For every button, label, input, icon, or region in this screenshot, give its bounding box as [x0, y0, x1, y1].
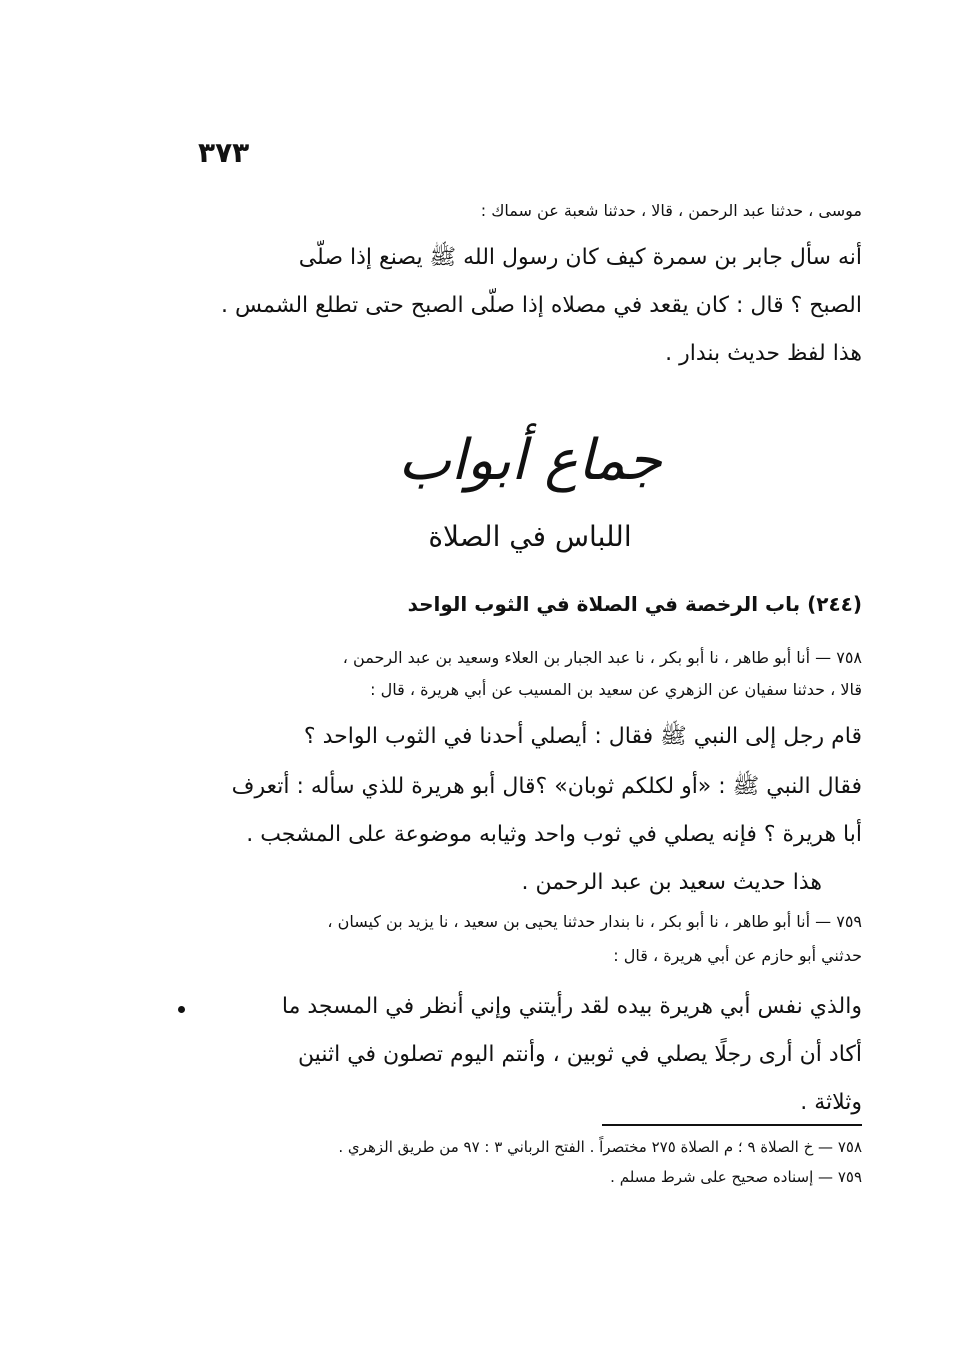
footnote: ٧٥٨ — خ الصلاة ٩ ؛ م الصلاة ٢٧٥ مختصراً . الفتح الرباني ٣ : ٩٧ من طريق الزهري . — [338, 1138, 862, 1156]
hadith-758-isnad: ٧٥٨ — أنا أبو طاهر ، نا أبو بكر ، نا عبد الجبار بن العلاء وسعيد بن عبد الرحمن ، — [342, 648, 862, 667]
page-number: ٣٧٣ — [198, 136, 250, 169]
hadith-758-isnad: قالا ، حدثنا سفيان عن الزهري عن سعيد بن المسيب عن أبي هريرة ، قال : — [370, 680, 862, 699]
intro-text-line: الصبح ؟ قال : كان يقعد في مصلاه إذا صلّى الصبح حتى تطلع الشمس . — [220, 293, 862, 318]
marker-dot — [178, 1006, 185, 1013]
section-subheading: اللباس في الصلاة — [428, 520, 632, 553]
section-heading: جماع أبواب — [398, 428, 662, 493]
hadith-759-text: أكاد أن أرى رجلًا يصلي في ثوبين ، وأنتم اليوم تصلون في اثنين — [297, 1042, 862, 1067]
hadith-758-note: هذا حديث سعيد بن عبد الرحمن . — [521, 870, 822, 895]
hadith-759-isnad: حدثني أبو حازم عن أبي هريرة ، قال : — [613, 946, 862, 965]
hadith-759-text: والذي نفس أبي هريرة بيده لقد رأيتني وإني أنظر في المسجد ما — [281, 994, 862, 1019]
hadith-758-text: أبا هريرة ؟ فإنه يصلي في ثوب واحد وثيابه موضوعة على المشجب . — [246, 822, 862, 847]
intro-isnad-line: موسى ، حدثنا عبد الرحمن ، قالا ، حدثنا شعبة عن سماك : — [480, 201, 862, 220]
hadith-759-isnad: ٧٥٩ — أنا أبو طاهر ، نا أبو بكر ، نا بندار حدثنا يحيى بن سعيد ، نا يزيد بن كيسان ، — [327, 912, 862, 931]
intro-text-line: هذا لفظ حديث بندار . — [665, 341, 862, 366]
footnote: ٧٥٩ — إسناده صحيح على شرط مسلم . — [610, 1168, 862, 1186]
hadith-759-text: وثلاثة . — [800, 1090, 862, 1115]
hadith-758-text: فقال النبي ﷺ : «أو لكلكم ثوبان» ؟قال أبو هريرة للذي سأله : أتعرف — [231, 774, 862, 799]
footnote-rule — [602, 1124, 862, 1126]
chapter-title: (٢٤٤) باب الرخصة في الصلاة في الثوب الواحد — [407, 592, 862, 616]
hadith-758-text: قام رجل إلى النبي ﷺ فقال : أيصلي أحدنا في الثوب الواحد ؟ — [303, 724, 862, 749]
intro-text-line: أنه سأل جابر بن سمرة كيف كان رسول الله ﷺ يصنع إذا صلّى — [298, 245, 862, 270]
